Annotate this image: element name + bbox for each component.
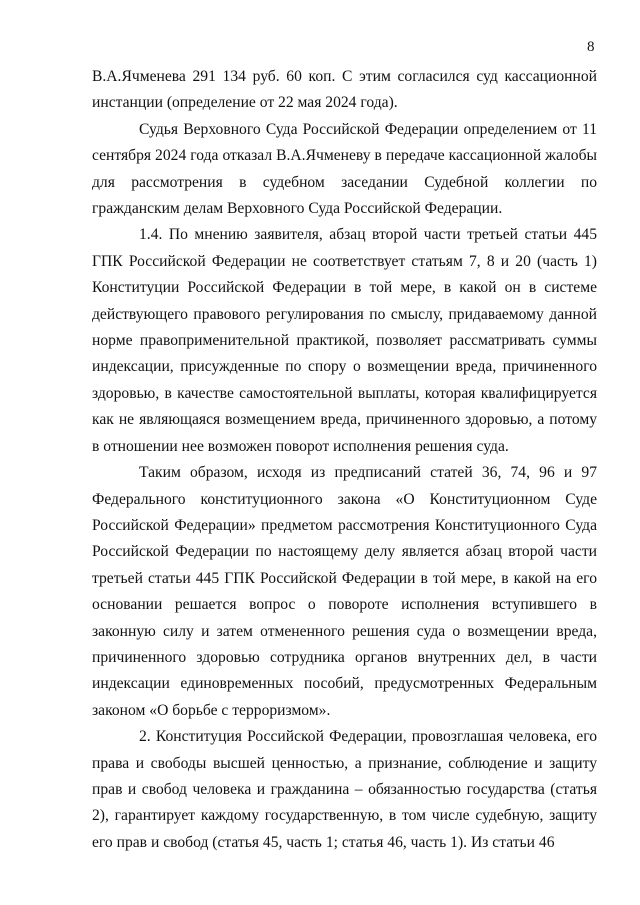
paragraph: 1.4. По мнению заявителя, абзац второй части третьей статьи 445 ГПК Российской Федерации не соответствует статьям 7, 8 и 20 (часть 1) Конституции Российской Федерации в той мере, в какой он в системе действующего правового регулирования по смыслу, придаваемому данной норме правоприменительной практикой, позволяет рассматривать суммы индексации, присужденные по спору о возмещении вреда, причиненного здоровью, в качестве самостоятельной выплаты, которая квалифицируется как не являющаяся возмещением вреда, причиненного здоровью, а потому в отношении нее возможен поворот исполнения решения суда. (92, 226, 597, 455)
document-body (92, 64, 597, 856)
paragraph: В.А.Ячменева 291 134 руб. 60 коп. С этим согласился суд кассационной инстанции (определение от 22 мая 2024 года). (92, 68, 597, 112)
paragraph: Таким образом, исходя из предписаний статей 36, 74, 96 и 97 Федерального конституционного закона «О Конституционном Суде Российской Федерации» предметом рассмотрения Конституционного Суда Российской Федерации по настоящему делу является абзац второй части третьей статьи 445 ГПК Российской Федерации в той мере, в какой на его основании решается вопрос о повороте исполнения вступившего в законную силу и затем отмененного решения суда о возмещении вреда, причиненного здоровью сотрудника органов внутренних дел, в части индексации единовременных пособий, предусмотренных Федеральным законом «О борьбе с терроризмом». (92, 464, 597, 719)
paragraph: 2. Конституция Российской Федерации, провозглашая человека, его права и свободы высшей ценностью, а признание, соблюдение и защиту прав и свобод человека и гражданина – обязанностью государства (статья 2), гарантирует каждому государственную, в том числе судебную, защиту его прав и свобод (статья 45, часть 1; статья 46, часть 1). Из статьи 46 (92, 728, 597, 851)
page-number: 8 (587, 39, 595, 55)
paragraph: Судья Верховного Суда Российской Федерации определением от 11 сентября 2024 года отказал В.А.Ячменеву в передаче кассационной жалобы для рассмотрения в судебном заседании Судебной коллегии по гражданским делам Верховного Суда Российской Федерации. (92, 120, 597, 218)
